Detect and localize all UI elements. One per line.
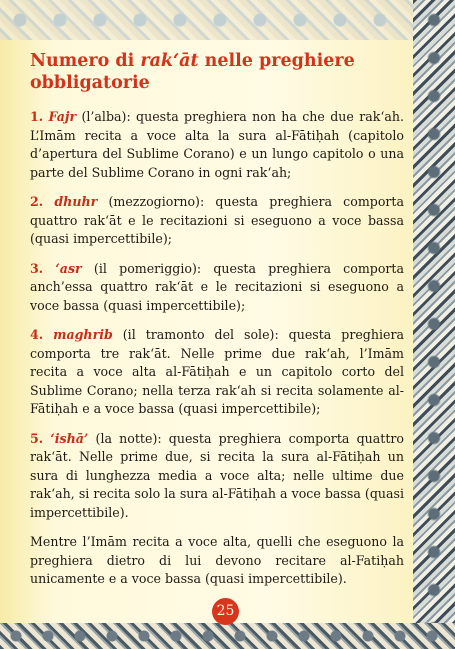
page-content [30, 50, 404, 589]
item-text: (il tramonto del sole): questa preghiera comporta tre rak‘āt. Nelle prime due rak‘ah, l’Imām recita a voce alta al-Fātiḥah e un capitolo corto del Sublime Corano; nella terza rak‘ah si recita solamente al-Fātiḥah e a voce bassa (quasi impercettibile); [30, 327, 404, 416]
ornamental-border-top [0, 0, 455, 40]
item-term: ‘asr [55, 260, 82, 276]
item-term: maghrib [53, 327, 113, 342]
item-term: Fajr [48, 109, 77, 124]
prayer-item-isha [30, 430, 404, 523]
item-text: (l’alba): questa preghiera non ha che due rak‘ah. L’Imām recita a voce alta la sura al-Fātiḥah (capitolo d’apertura del Sublime Corano) e un lungo capitolo o una parte del Sublime Corano in ogni rak‘ah; [30, 109, 404, 180]
prayer-list [30, 108, 404, 522]
item-text: (mezzogiorno): questa preghiera comporta quattro rak‘āt e le recitazioni si eseguono a voce bassa (quasi impercettibile); [30, 194, 404, 246]
prayer-item-dhuhr [30, 193, 404, 249]
ornamental-border-bottom [0, 623, 455, 649]
item-number: 3. [30, 260, 44, 276]
prayer-item-maghrib [30, 326, 404, 419]
item-text: (il pomeriggio): questa preghiera comporta anch’essa quattro rak‘āt e le recitazioni si eseguono a voce bassa (quasi impercettibile); [30, 260, 404, 313]
item-number: 2. [30, 194, 44, 209]
item-number: 1. [30, 109, 44, 124]
item-number: 5. [30, 430, 44, 446]
closing-paragraph: Mentre l’Imām recita a voce alta, quelli che eseguono la preghiera dietro di lui devono recitare al-Fatiḥah unicamente e a voce bassa (quasi impercettibile). [30, 534, 404, 586]
page-number-badge: 25 [212, 598, 239, 625]
section-heading [30, 50, 404, 94]
item-text: (la notte): questa preghiera comporta quattro rak‘āt. Nelle prime due, si recita la sura al-Fātiḥah un sura di lunghezza media a voce alta; nelle ultime due rak‘ah, si recita solo la sura al-Fātiḥah a voce bassa (quasi impercettibile). [30, 430, 404, 520]
heading-term: rak‘āt [140, 51, 199, 71]
prayer-item-asr [30, 260, 404, 316]
prayer-item-fajr [30, 108, 404, 182]
item-number: 4. [30, 327, 44, 342]
heading-prefix: Numero di [30, 51, 141, 71]
ornamental-border-right [413, 0, 455, 649]
item-term: dhuhr [54, 194, 98, 209]
heading-suffix: nelle preghiere obbligatorie [30, 51, 355, 93]
item-term: ‘ishā’ [50, 430, 89, 446]
